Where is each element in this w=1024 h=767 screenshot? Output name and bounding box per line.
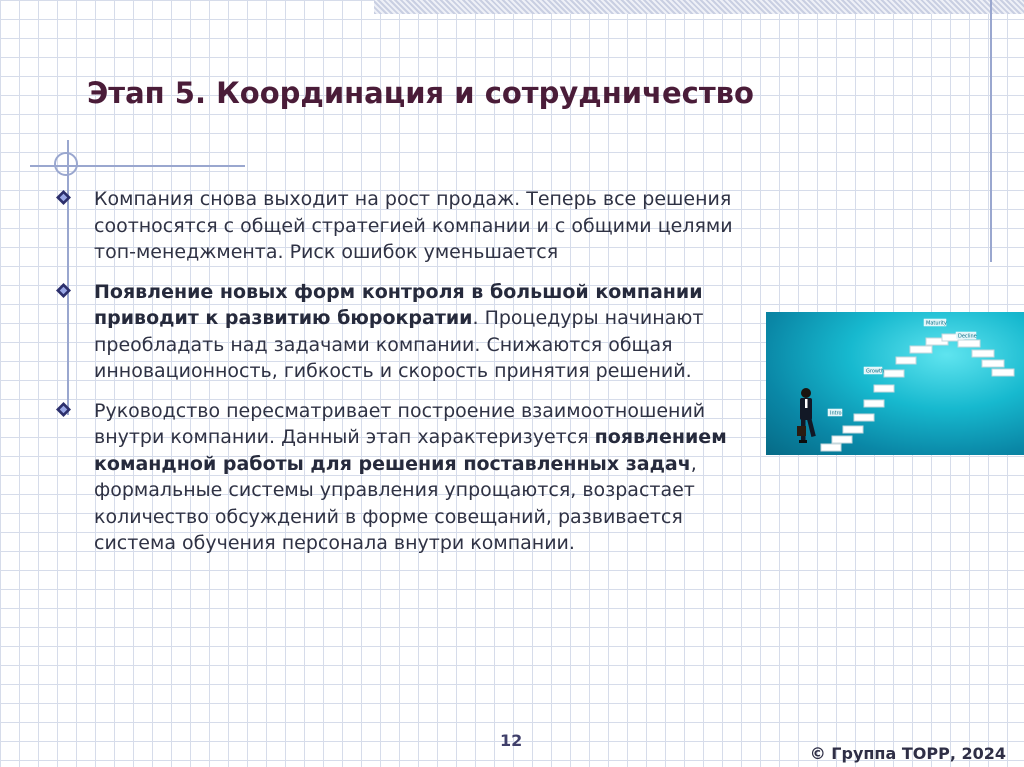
- diamond-bullet-icon: [56, 402, 71, 417]
- bullet-text: Компания снова выходит на рост продаж. Теперь все решения соотносятся с общей стратегией компании и с общими целями топ-менеджмента. Риск ошибок уменьшается: [94, 188, 733, 263]
- stage-label-growth: Growth: [866, 368, 885, 375]
- slide-title: Этап 5. Координация и сотрудничество: [87, 76, 754, 110]
- header-decoration-band: [374, 0, 1024, 14]
- stage-label-maturity: Maturity: [926, 320, 947, 327]
- stage-label-intro: Intro: [830, 410, 842, 417]
- staircase-illustration: [766, 312, 1024, 455]
- copyright-footer: © Группа ТОРР, 2024: [809, 744, 1006, 763]
- bullet-bold-text: появлением командной работы для решения поставленных задач: [94, 426, 727, 475]
- page-number: 12: [500, 731, 523, 750]
- decorative-vertical-rule: [990, 0, 992, 262]
- bullet-text: . Процедуры начинают преобладать над задачами компании. Снижаются общая инновационность, гибкость и скорость принятия решений.: [94, 307, 704, 382]
- crosshair-decoration-icon: [54, 152, 78, 176]
- businessman-figure: [797, 388, 816, 443]
- diamond-bullet-icon: [56, 283, 71, 298]
- diamond-bullet-icon: [56, 190, 71, 205]
- bullet-item-2: [56, 279, 756, 385]
- bullet-item-3: [56, 398, 756, 557]
- stage-label-decline: Decline: [958, 333, 977, 340]
- bullet-text: Руководство пересматривает построение взаимоотношений внутри компании. Данный этап характеризуется: [94, 399, 706, 448]
- bullet-list: [56, 186, 756, 570]
- bullet-item-1: [56, 186, 756, 266]
- business-lifecycle-illustration: [766, 312, 1024, 455]
- bullet-bold-text: Появление новых форм контроля в большой компании приводит к развитию бюрократии: [94, 280, 703, 329]
- bullet-text: , формальные системы управления упрощаются, возрастает количество обсуждений в форме совещаний, развивается система обучения персонала внутри компании.: [94, 452, 697, 554]
